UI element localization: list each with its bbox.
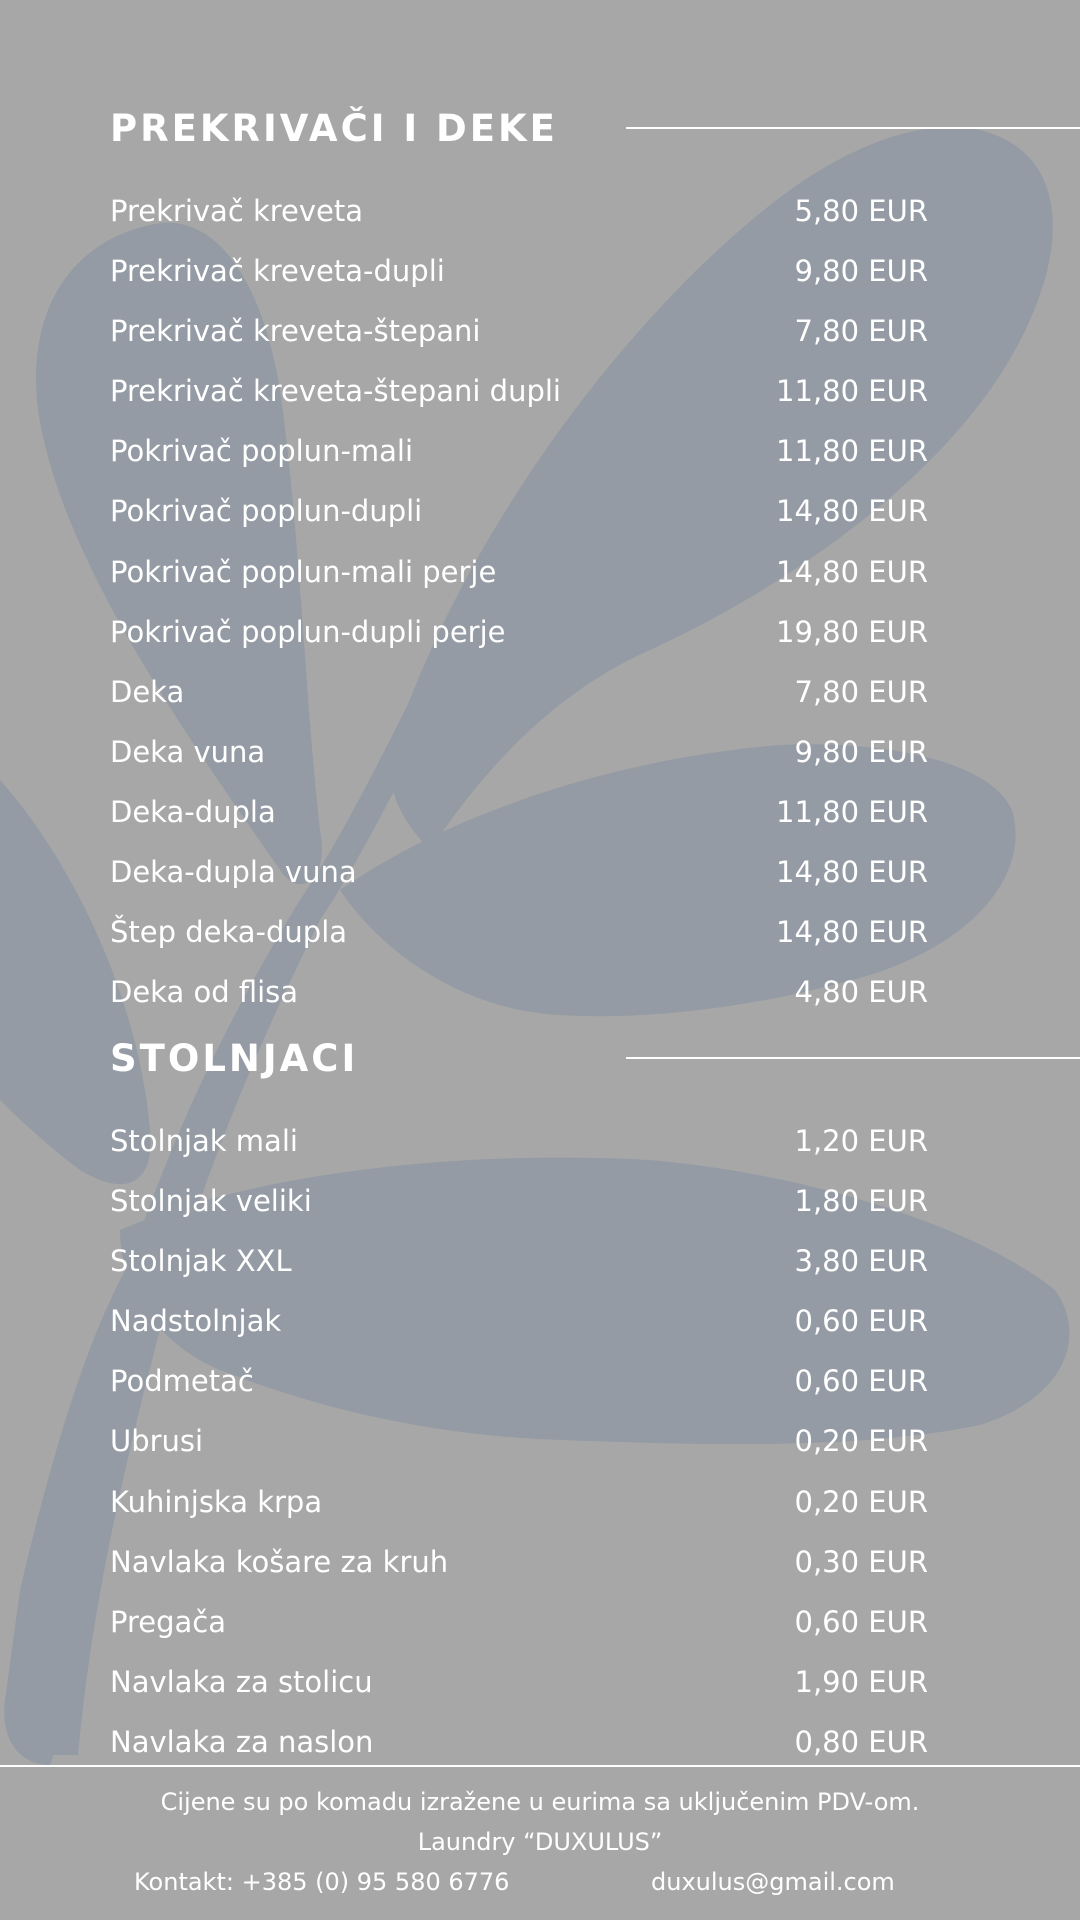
section-title: STOLNJACI: [110, 1037, 359, 1080]
section-header: [110, 99, 1080, 159]
item-price: 4,80 EUR: [794, 975, 928, 1010]
price-row: [110, 962, 928, 1022]
item-price: 14,80 EUR: [776, 855, 928, 890]
item-name: Pokrivač poplun-dupli: [110, 494, 423, 529]
price-row: [110, 301, 928, 361]
price-row: [110, 542, 928, 602]
item-name: Deka od flisa: [110, 975, 299, 1010]
item-name: Prekrivač kreveta: [110, 194, 364, 228]
item-name: Deka-dupla vuna: [110, 855, 357, 890]
item-name: Kuhinjska krpa: [110, 1484, 323, 1519]
item-name: Navlaka za stolicu: [110, 1664, 373, 1699]
item-price: 11,80 EUR: [776, 794, 928, 829]
item-price: 0,30 EUR: [794, 1544, 928, 1579]
item-price: 1,80 EUR: [794, 1184, 928, 1219]
price-row: [110, 1592, 928, 1652]
item-name: Pokrivač poplun-mali: [110, 434, 414, 469]
item-price: 0,20 EUR: [794, 1484, 928, 1519]
item-name: Štep deka-dupla: [110, 915, 348, 950]
price-row: [110, 1231, 928, 1291]
item-name: Prekrivač kreveta-dupli: [110, 254, 445, 289]
item-name: Navlaka košare za kruh: [110, 1544, 449, 1579]
price-row: [110, 1652, 928, 1712]
item-name: Stolnjak mali: [110, 1124, 298, 1158]
item-price: 0,60 EUR: [794, 1604, 928, 1639]
item-name: Pokrivač poplun-mali perje: [110, 554, 497, 589]
item-price: 9,80 EUR: [794, 254, 928, 289]
item-price: 1,90 EUR: [794, 1664, 928, 1699]
item-price: 0,60 EUR: [794, 1364, 928, 1399]
item-price: 9,80 EUR: [794, 734, 928, 769]
contact-email[interactable]: duxulus@gmail.com: [651, 1868, 895, 1896]
price-row: [110, 722, 928, 782]
price-row: [110, 782, 928, 842]
item-price: 11,80 EUR: [776, 434, 928, 469]
item-price: 3,80 EUR: [794, 1244, 928, 1279]
section-header: [110, 1029, 1080, 1089]
price-row: [110, 842, 928, 902]
price-row: [110, 1411, 928, 1471]
price-list: [110, 1111, 928, 1772]
item-name: Deka: [110, 674, 185, 709]
item-price: 0,20 EUR: [794, 1424, 928, 1459]
price-row: [110, 181, 928, 241]
item-price: 14,80 EUR: [776, 915, 928, 950]
item-price: 11,80 EUR: [776, 374, 928, 409]
item-name: Deka vuna: [110, 734, 266, 769]
item-name: Deka-dupla: [110, 794, 276, 829]
item-price: 7,80 EUR: [794, 674, 928, 709]
price-row: [110, 1712, 928, 1772]
price-row: [110, 1532, 928, 1592]
price-row: [110, 602, 928, 662]
section-title: PREKRIVAČI I DEKE: [110, 107, 558, 150]
item-price: 0,80 EUR: [794, 1724, 928, 1759]
item-name: Stolnjak veliki: [110, 1184, 312, 1219]
item-price: 1,20 EUR: [794, 1124, 928, 1158]
price-list: [110, 181, 928, 1022]
item-name: Podmetač: [110, 1364, 254, 1399]
item-price: 7,80 EUR: [794, 314, 928, 349]
price-row: [110, 1111, 928, 1171]
item-name: Stolnjak XXL: [110, 1244, 292, 1279]
price-row: [110, 1351, 928, 1411]
price-row: [110, 1472, 928, 1532]
price-row: [110, 481, 928, 541]
item-name: Pokrivač poplun-dupli perje: [110, 614, 506, 649]
price-note: Cijene su po komadu izražene u eurima sa uključenim PDV-om.: [160, 1788, 920, 1816]
price-row: [110, 662, 928, 722]
contact-phone: Kontakt: +385 (0) 95 580 6776: [134, 1868, 510, 1896]
item-price: 14,80 EUR: [776, 494, 928, 529]
price-row: [110, 902, 928, 962]
footer-divider: [0, 1765, 1080, 1767]
price-row: [110, 241, 928, 301]
price-row: [110, 1291, 928, 1351]
section-divider: [626, 127, 1080, 129]
item-name: Nadstolnjak: [110, 1304, 282, 1339]
item-name: Ubrusi: [110, 1424, 204, 1459]
item-name: Prekrivač kreveta-štepani: [110, 314, 481, 349]
section-divider: [626, 1057, 1080, 1059]
item-price: 5,80 EUR: [794, 194, 928, 228]
item-price: 0,60 EUR: [794, 1304, 928, 1339]
item-name: Prekrivač kreveta-štepani dupli: [110, 374, 561, 409]
item-price: 19,80 EUR: [776, 614, 928, 649]
price-row: [110, 421, 928, 481]
item-name: Pregača: [110, 1604, 226, 1639]
item-name: Navlaka za naslon: [110, 1724, 374, 1759]
price-row: [110, 361, 928, 421]
item-price: 14,80 EUR: [776, 554, 928, 589]
brand-name: Laundry “DUXULUS”: [417, 1828, 663, 1856]
price-row: [110, 1171, 928, 1231]
